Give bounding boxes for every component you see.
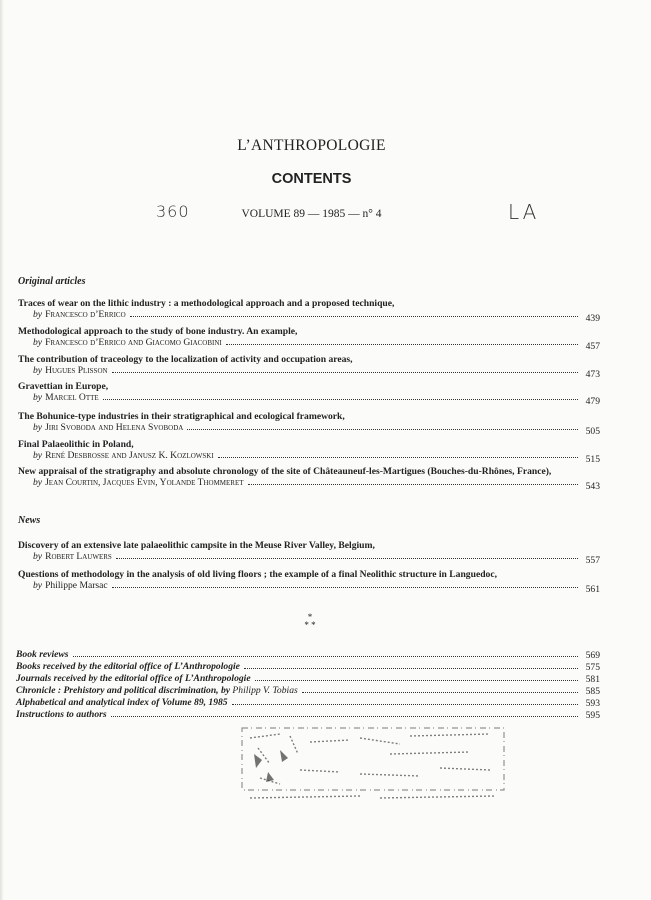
article-authors: Jean Courtin, Jacques Evin, Yolande Thommeret [45, 477, 244, 488]
misc-title: Journals received by the editorial office of L’Anthropologie [16, 673, 251, 684]
article-authors: Francesco d’Errico and Giacomo Giacobini [45, 337, 222, 348]
toc-entry[interactable] [18, 326, 600, 352]
dot-leader [248, 484, 578, 485]
section-news: News [18, 515, 41, 526]
page-number: 561 [585, 584, 600, 595]
article-title: New appraisal of the stratigraphy and absolute chronology of the site of Châteauneuf-les-Martigues (Bouches-du-Rhônes, France), [18, 466, 552, 477]
article-title: The Bohunice-type industries in their stratigraphical and ecological framework, [18, 411, 345, 422]
misc-title: Book reviews [16, 649, 69, 660]
by-label: by [33, 580, 43, 591]
dot-leader [103, 399, 578, 400]
article-authors: Marcel Otte [45, 392, 99, 403]
article-authors: Robert Lauwers [45, 551, 112, 562]
article-authors: Philippe Marsac [45, 580, 108, 591]
scan-edge-shadow [0, 0, 4, 900]
toc-entry[interactable] [18, 354, 600, 380]
article-title: The contribution of traceology to the localization of activity and occupation areas, [18, 354, 353, 365]
misc-author: Philipp V. Tobias [230, 685, 298, 696]
dot-leader [232, 704, 578, 705]
article-authors: René Desbrosse and Janusz K. Kozlowski [45, 450, 214, 461]
dot-leader [130, 316, 578, 317]
by-label: by [33, 422, 43, 433]
by-label: by [33, 337, 43, 348]
toc-entry[interactable] [18, 439, 600, 465]
toc-entry[interactable] [18, 381, 600, 407]
article-title: Final Palaeolithic in Poland, [18, 439, 134, 450]
toc-entry[interactable] [18, 411, 600, 437]
dot-leader [73, 656, 579, 657]
dot-leader [244, 668, 578, 669]
page-number: 593 [585, 698, 600, 709]
toc-entry[interactable] [18, 569, 600, 595]
article-authors: Jiri Svoboda and Helena Svoboda [45, 422, 184, 433]
article-title: Methodological approach to the study of bone industry. An example, [18, 326, 298, 337]
page-number: 457 [585, 341, 600, 352]
dot-leader [187, 429, 578, 430]
toc-entry[interactable] [18, 298, 600, 324]
page-number: 575 [585, 662, 600, 673]
misc-entry[interactable] [16, 708, 600, 720]
dot-leader [255, 680, 578, 681]
misc-title: Chronicle : Prehistory and political discrimination, by [16, 685, 231, 696]
article-title: Traces of wear on the lithic industry : a methodological approach and a proposed technique, [18, 298, 395, 309]
separator-stars: * * [304, 620, 316, 630]
page-number: 581 [585, 674, 600, 685]
misc-list [16, 648, 600, 720]
page-number: 515 [585, 454, 600, 465]
dot-leader [218, 457, 578, 458]
by-label: by [33, 309, 43, 320]
dot-leader [116, 558, 578, 559]
misc-entry[interactable] [16, 648, 600, 660]
misc-title: Books received by the editorial office of L’Anthropologie [16, 661, 240, 672]
dot-leader [112, 587, 578, 588]
misc-title: Alphabetical and analytical index of Volume 89, 1985 [16, 697, 228, 708]
page-number: 439 [585, 313, 600, 324]
section-original-articles: Original articles [18, 276, 86, 287]
article-authors: Hugues Plisson [45, 365, 108, 376]
contents-heading: CONTENTS [271, 171, 352, 187]
page-number: 505 [585, 426, 600, 437]
by-label: by [33, 477, 43, 488]
separator-star: * [307, 612, 313, 622]
by-label: by [33, 551, 43, 562]
by-label: by [33, 365, 43, 376]
page-number: 473 [585, 369, 600, 380]
page-number: 543 [585, 481, 600, 492]
volume-info: VOLUME 89 — 1985 — n° 4 [241, 208, 382, 220]
misc-entry[interactable] [16, 684, 600, 696]
misc-entry[interactable] [16, 660, 600, 672]
article-authors: Francesco d’Errico [45, 309, 126, 320]
article-title: Gravettian in Europe, [18, 381, 109, 392]
dot-leader [226, 344, 578, 345]
journal-title: L’ANTHROPOLOGIE [237, 137, 386, 154]
dot-leader [302, 692, 578, 693]
page-number: 479 [585, 396, 600, 407]
article-title: Discovery of an extensive late palaeolithic campsite in the Meuse River Valley, Belgium, [18, 540, 375, 551]
dot-leader [112, 372, 578, 373]
article-title: Questions of methodology in the analysis of old living floors ; the example of a final Neolithic structure in Languedoc, [18, 569, 497, 580]
handwritten-note-left: 360 [156, 202, 190, 221]
misc-entry[interactable] [16, 696, 600, 708]
page-number: 569 [585, 650, 600, 661]
by-label: by [33, 450, 43, 461]
page-number: 595 [585, 710, 600, 721]
library-stamp-smudge [240, 724, 508, 804]
dot-leader [111, 716, 578, 717]
section-separator [298, 613, 322, 629]
toc-entry[interactable] [18, 540, 600, 566]
misc-title: Instructions to authors [16, 709, 107, 720]
page-number: 557 [585, 555, 600, 566]
toc-entry[interactable] [18, 466, 600, 492]
misc-entry[interactable] [16, 672, 600, 684]
page-number: 585 [585, 686, 600, 697]
by-label: by [33, 392, 43, 403]
handwritten-note-right: LA [508, 200, 540, 224]
